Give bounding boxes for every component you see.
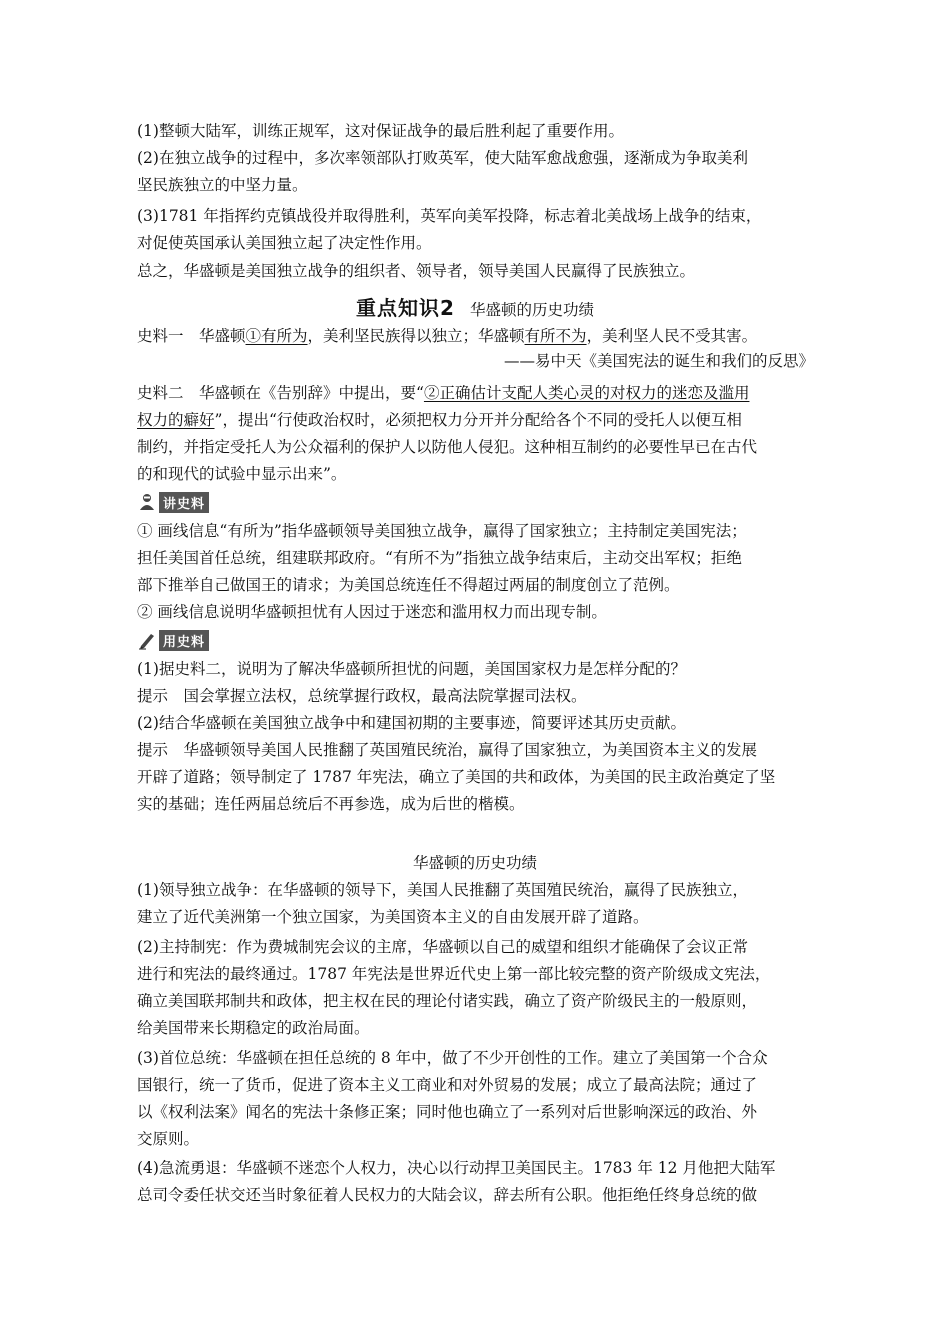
underlined-phrase: ②正确估计支配人类心灵的对权力的迷恋及滥用 — [423, 384, 750, 402]
summary-line: 进行和宪法的最终通过。1787 年宪法是世界近代史上第一部比较完整的资产阶级成文宪法， — [137, 965, 771, 983]
underlined-phrase: 权力的癖好 — [137, 411, 215, 429]
summary-line: 总司令委任状交还当时象征着人民权力的大陆会议，辞去所有公职。他拒绝任终身总统的做 — [137, 1186, 758, 1204]
source-citation: ——易中天《美国宪法的诞生和我们的反思》 — [503, 352, 814, 370]
explain-line: ① 画线信息“有所为”指华盛顿领导美国独立战争，赢得了国家独立；主持制定美国宪法； — [137, 522, 747, 540]
summary-line: 交原则。 — [137, 1130, 200, 1148]
source-two-line: 制约，并指定受托人为公众福利的保护人以防他人侵犯。这种相互制约的必要性早已在古代 — [137, 438, 758, 456]
paragraph-line: 对促使英国承认美国独立起了决定性作用。 — [137, 234, 432, 252]
underlined-phrase: 有所不为 — [524, 327, 587, 345]
summary-title: 华盛顿的历史功绩 — [412, 854, 537, 872]
summary-line: (3)首位总统：华盛顿在担任总统的 8 年中，做了不少开创性的工作。建立了美国第一个合众 — [137, 1049, 768, 1067]
pen-icon — [137, 630, 157, 650]
paragraph-line: (2)在独立战争的过程中，多次率领部队打败英军，使大陆军愈战愈强，逐渐成为争取美利 — [137, 149, 748, 167]
underlined-phrase: ①有所为 — [245, 327, 308, 345]
question-line: (1)据史料二，说明为了解决华盛顿所担忧的问题，美国国家权力是怎样分配的？ — [137, 660, 686, 678]
paragraph-line: 总之，华盛顿是美国独立战争的组织者、领导者，领导美国人民赢得了民族独立。 — [137, 262, 696, 280]
answer-line: 实的基础；连任两届总统后不再参选，成为后世的楷模。 — [137, 795, 525, 813]
summary-line: 建立了近代美洲第一个独立国家，为美国资本主义的自由发展开辟了道路。 — [137, 908, 649, 926]
summary-line: 国银行，统一了货币，促进了资本主义工商业和对外贸易的发展；成立了最高法院；通过了 — [137, 1076, 758, 1094]
source-two-line: 史料二 华盛顿在《告别辞》中提出，要“②正确估计支配人类心灵的对权力的迷恋及滥用 — [137, 384, 750, 402]
explain-line: 担任美国首任总统，组建联邦政府。“有所不为”指独立战争结束后，主动交出军权；拒绝 — [137, 549, 742, 567]
question-line: (2)结合华盛顿在美国独立战争中和建国初期的主要事迹，简要评述其历史贡献。 — [137, 714, 686, 732]
section-subtitle: 华盛顿的历史功绩 — [470, 301, 595, 319]
source-two-line: 权力的癖好”，提出“行使政治权时，必须把权力分开并分配给各个不同的受托人以便互相 — [137, 411, 742, 429]
summary-line: (2)主持制宪：作为费城制宪会议的主席，华盛顿以自己的威望和组织才能确保了会议正常 — [137, 938, 748, 956]
summary-line: 确立美国联邦制共和政体，把主权在民的理论付诸实践，确立了资产阶级民主的一般原则， — [137, 992, 758, 1010]
section-number-title: 重点知识2 — [355, 296, 455, 320]
explain-line: ② 画线信息说明华盛顿担忧有人因过于迷恋和滥用权力而出现专制。 — [137, 603, 607, 621]
teacher-icon — [137, 492, 157, 512]
paragraph-line: (3)1781 年指挥约克镇战役并取得胜利，英军向美军投降，标志着北美战场上战争的结束， — [137, 207, 762, 225]
use-source-tag — [137, 630, 209, 650]
summary-line: 给美国带来长期稳定的政治局面。 — [137, 1019, 370, 1037]
summary-line: 以《权利法案》闻名的宪法十条修正案；同时他也确立了一系列对后世影响深远的政治、外 — [137, 1103, 758, 1121]
source-one-line: 史料一 华盛顿①有所为，美利坚民族得以独立；华盛顿有所不为，美利坚人民不受其害。 — [137, 327, 758, 345]
answer-line: 提示 国会掌握立法权，总统掌握行政权，最高法院掌握司法权。 — [137, 687, 587, 705]
section-heading — [0, 292, 950, 321]
explain-source-tag — [137, 492, 209, 512]
answer-line: 开辟了道路；领导制定了 1787 年宪法，确立了美国的共和政体，为美国的民主政治奠定了坚 — [137, 768, 776, 786]
use-source-label: 用史料 — [159, 630, 209, 651]
summary-line: (4)急流勇退：华盛顿不迷恋个人权力，决心以行动捍卫美国民主。1783 年 12 月他把大陆军 — [137, 1159, 776, 1177]
explain-source-label: 讲史料 — [159, 492, 209, 513]
paragraph-line: 坚民族独立的中坚力量。 — [137, 176, 308, 194]
answer-line: 提示 华盛顿领导美国人民推翻了英国殖民统治，赢得了国家独立，为美国资本主义的发展 — [137, 741, 758, 759]
summary-line: (1)领导独立战争：在华盛顿的领导下，美国人民推翻了英国殖民统治，赢得了民族独立， — [137, 881, 748, 899]
source-two-line: 的和现代的试验中显示出来”。 — [137, 465, 347, 483]
explain-line: 部下推举自己做国王的请求；为美国总统连任不得超过两届的制度创立了范例。 — [137, 576, 680, 594]
paragraph-line: (1)整顿大陆军，训练正规军，这对保证战争的最后胜利起了重要作用。 — [137, 122, 624, 140]
